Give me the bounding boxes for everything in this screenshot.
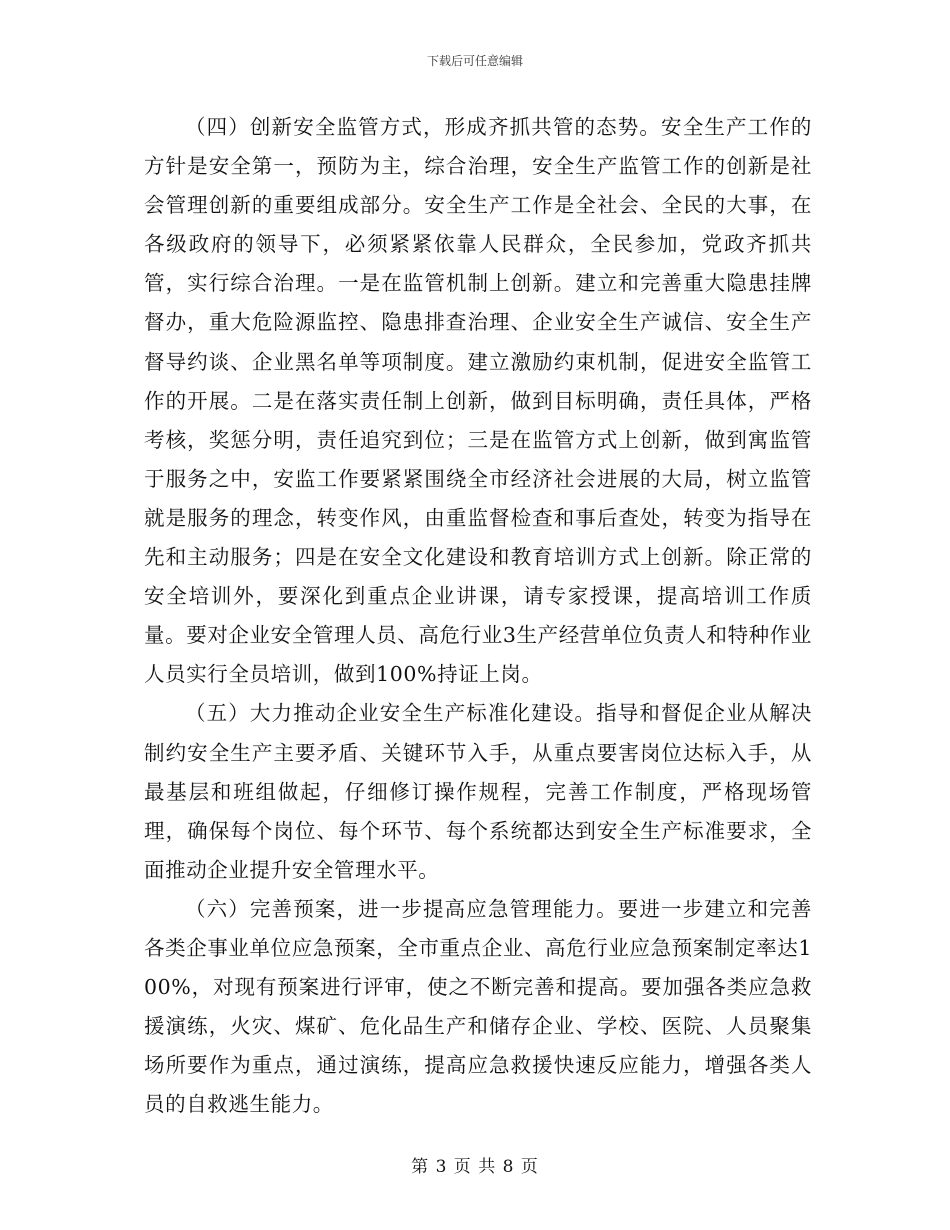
page-number-footer: 第 3 页 共 8 页 xyxy=(411,1157,539,1177)
paragraph-section-6: （六）完善预案，进一步提高应急管理能力。要进一步建立和完善各类企事业单位应急预案，全市重点企业、高危行业应急预案制定率达100%，对现有预案进行评审，使之不断完善和提高。要加强各类应急救援演练，火灾、煤矿、危化品生产和储存企业、学校、医院、人员聚集场所要作为重点，通过演练，提高应急救援快速反应能力，增强各类人员的自救逃生能力。 xyxy=(144,896,812,1117)
paragraph-section-4: （四）创新安全监管方式，形成齐抓共管的态势。安全生产工作的方针是安全第一，预防为主，综合治理，安全生产监管工作的创新是社会管理创新的重要组成部分。安全生产工作是全社会、全民的大事，在各级政府的领导下，必须紧紧依靠人民群众，全民参加，党政齐抓共管，实行综合治理。一是在监管机制上创新。建立和完善重大隐患挂牌督办，重大危险源监控、隐患排查治理、企业安全生产诚信、安全生产督导约谈、企业黑名单等项制度。建立激励约束机制，促进安全监管工作的开展。二是在落实责任制上创新，做到目标明确，责任具体，严格考核，奖惩分明，责任追究到位；三是在监管方式上创新，做到寓监管于服务之中，安监工作要紧紧围绕全市经济社会进展的大局，树立监管就是服务的理念，转变作风，由重监督检查和事后查处，转变为指导在先和主动服务；四是在安全文化建设和教育培训方式上创新。除正常的安全培训外，要深化到重点企业讲课，请专家授课，提高培训工作质量。要对企业安全管理人员、高危行业3生产经营单位负责人和特种作业人员实行全员培训，做到100%持证上岗。 xyxy=(144,115,812,687)
paragraph-section-5: （五）大力推动企业安全生产标准化建设。指导和督促企业从解决制约安全生产主要矛盾、关键环节入手，从重点要害岗位达标入手，从最基层和班组做起，仔细修订操作规程，完善工作制度，严格现场管理，确保每个岗位、每个环节、每个系统都达到安全生产标准要求，全面推动企业提升安全管理水平。 xyxy=(144,701,812,882)
page-header: 下载后可任意编辑 xyxy=(426,54,523,68)
document-body xyxy=(144,108,812,1124)
